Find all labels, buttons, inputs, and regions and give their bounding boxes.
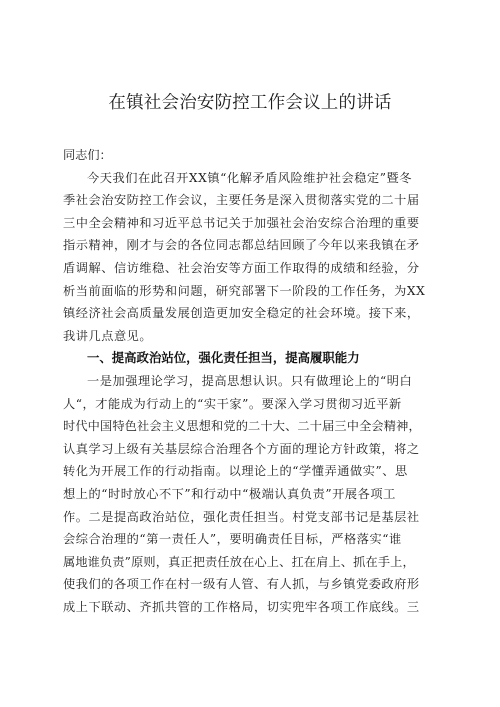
- paragraph-line: 会综合治理的“第一责任人”，要明确责任目标，严格落实“谁: [63, 532, 402, 547]
- paragraph-line: 成上下联动、齐抓共管的工作格局，切实兜牢各项工作底线。三: [63, 599, 420, 614]
- paragraph-line: 盾调解、信访维稳、社会治安等方面工作取得的成绩和经验，分: [63, 260, 420, 275]
- paragraph-line: 使我们的各项工作在村一级有人管、有人抓，与乡镇党委政府形: [63, 577, 420, 592]
- paragraph-line: 人“，才能成为行动上的“实干家”。要深入学习贯彻习近平新: [63, 396, 402, 411]
- paragraph-line: 镇经济社会高质量发展创造更加安全稳定的社会环境。接下来，: [63, 306, 420, 321]
- section-heading: 一、提高政治站位，强化责任担当，提高履职能力: [87, 350, 360, 366]
- paragraph-line: 想上的“时时放心不下”和行动中“极端认真负责”开展各项工: [63, 486, 396, 501]
- paragraph-line: 今天我们在此召开XX镇“化解矛盾风险维护社会稳定”暨冬: [87, 170, 412, 185]
- paragraph-line: 析当前面临的形势和问题，研究部署下一阶段的工作任务，为XX: [63, 283, 426, 298]
- paragraph-line: 作。二是提高政治站位，强化责任担当。村党支部书记是基层社: [63, 509, 420, 524]
- paragraph-line: 指示精神，刚才与会的各位同志都总结回顾了今年以来我镇在矛: [63, 238, 420, 253]
- paragraph-1: [63, 167, 435, 348]
- paragraph-line: 属地谁负责”原则，真正把责任放在心上、扛在肩上、抓在手上，: [63, 554, 415, 569]
- paragraph-line: 一是加强理论学习，提高思想认识。只有做理论上的“明白: [87, 373, 413, 388]
- paragraph-line: 我讲几点意见。: [63, 328, 153, 343]
- paragraph-2: [63, 370, 435, 619]
- paragraph-line: 季社会治安防控工作会议，主要任务是深入贯彻落实党的二十届: [63, 193, 420, 208]
- paragraph-line: 认真学习上级有关基层综合治理各个方面的理论方针政策，将之: [63, 441, 420, 456]
- document-body: [63, 144, 435, 618]
- paragraph-line: 转化为开展工作的行动指南。以理论上的“学懂弄通做实”、思: [63, 464, 408, 479]
- document-title: 在镇社会治安防控工作会议上的讲话: [108, 93, 392, 113]
- salutation: 同志们：: [63, 148, 112, 162]
- paragraph-line: 时代中国特色社会主义思想和党的二十大、二十届三中全会精神，: [63, 419, 421, 434]
- paragraph-line: 三中全会精神和习近平总书记关于加强社会治安综合治理的重要: [63, 215, 420, 230]
